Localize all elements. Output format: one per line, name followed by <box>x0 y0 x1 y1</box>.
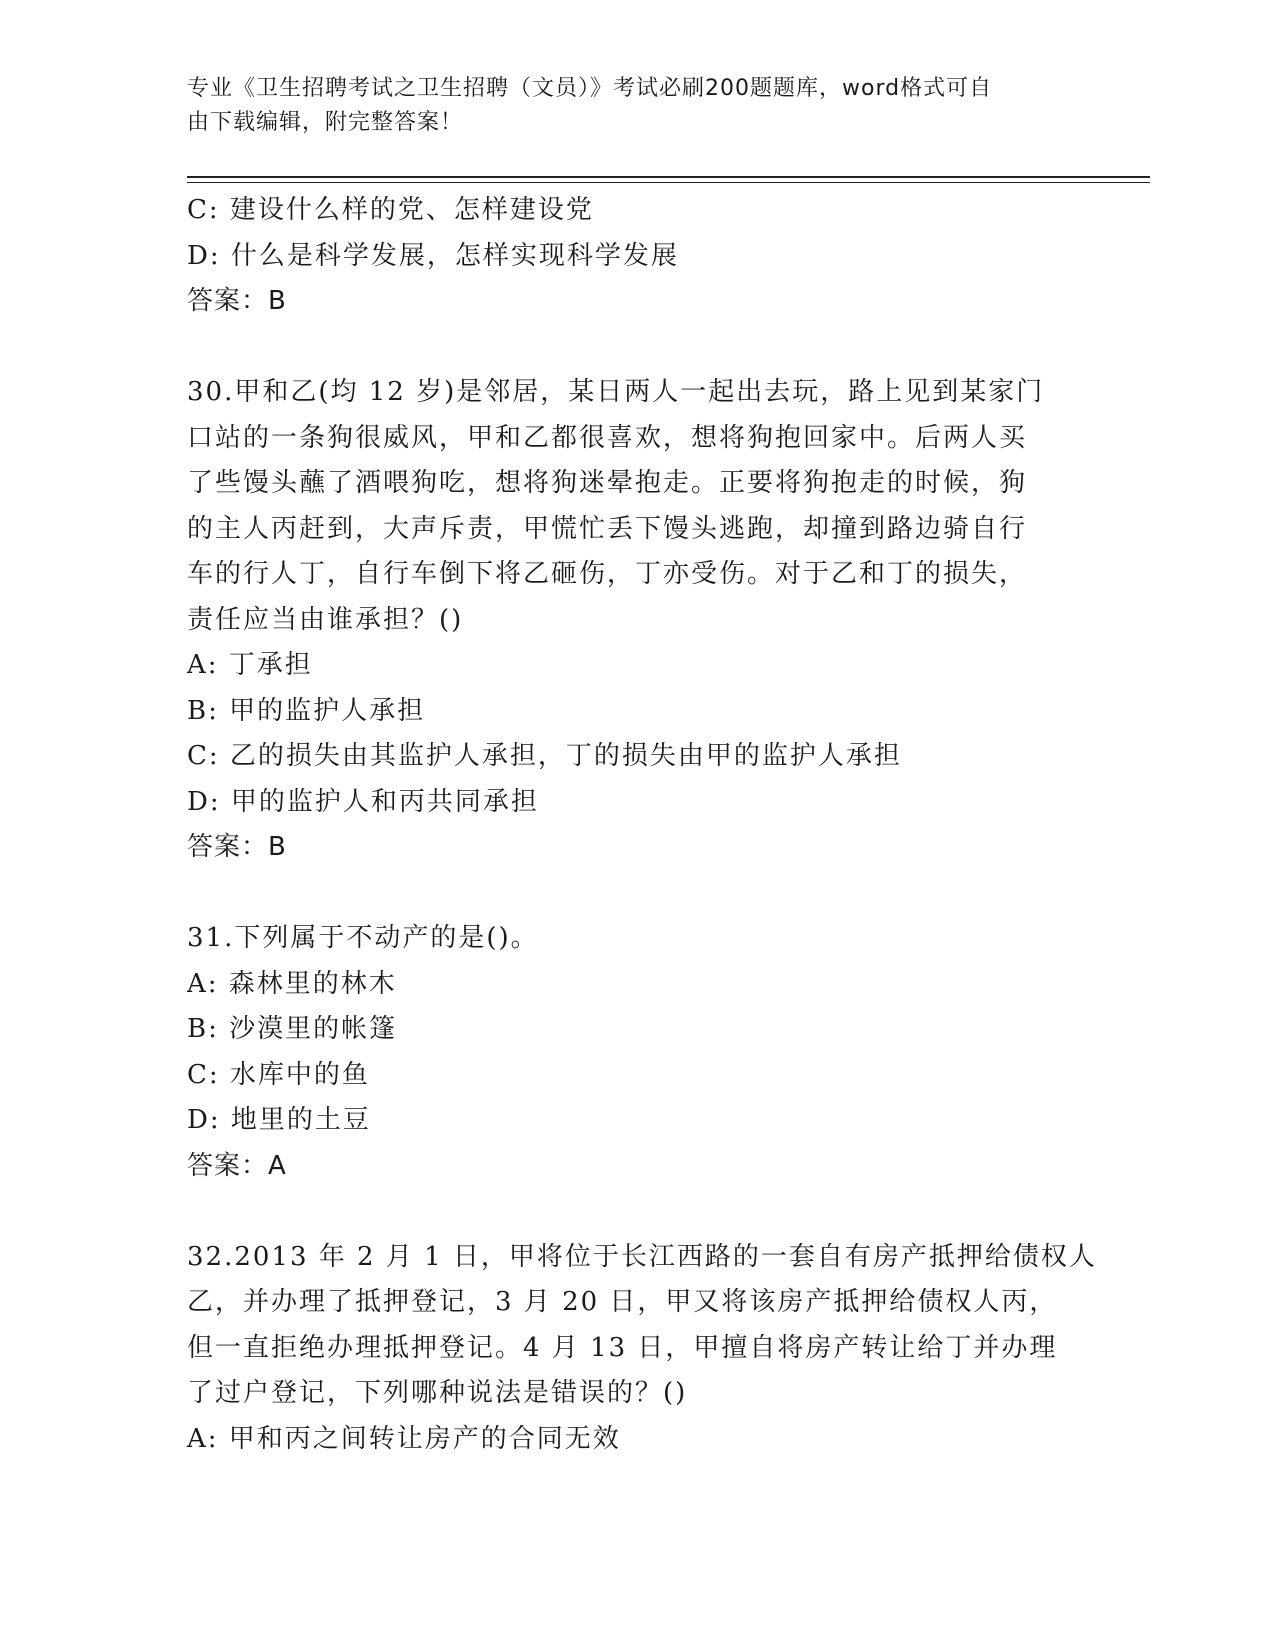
option-a: A: 森林里的林木 <box>187 968 397 999</box>
question-stem-line: 口站的一条狗很威风，甲和乙都很喜欢，想将狗抱回家中。后两人买 <box>187 422 1028 453</box>
option-a: A: 甲和丙之间转让房产的合同无效 <box>187 1423 621 1454</box>
question-stem-line: 30.甲和乙(均 12 岁)是邻居，某日两人一起出去玩，路上见到某家门 <box>187 377 1045 407</box>
answer: 答案：B <box>187 286 287 316</box>
header-rule-thin <box>187 182 1150 183</box>
question-32 <box>187 1235 1097 1463</box>
question-stem-line: 的主人丙赶到，大声斥责，甲慌忙丢下馒头逃跑，却撞到路边骑自行 <box>187 513 1028 544</box>
option-d: D: 地里的土豆 <box>187 1105 371 1135</box>
option-c: C: 建设什么样的党、怎样建设党 <box>187 195 594 225</box>
option-b: B: 沙漠里的帐篷 <box>187 1014 398 1044</box>
question-stem-line: 32.2013 年 2 月 1 日，甲将位于长江西路的一套自有房产抵押给债权人 <box>187 1241 1097 1272</box>
header-rule-thick <box>187 176 1150 178</box>
option-b: B: 甲的监护人承担 <box>187 695 426 726</box>
document-header <box>187 72 1067 140</box>
option-c: C: 水库中的鱼 <box>187 1059 370 1090</box>
option-d: D: 甲的监护人和丙共同承担 <box>187 786 539 817</box>
question-30 <box>187 370 1087 871</box>
question-stem-line: 了过户登记，下列哪种说法是错误的？() <box>187 1378 688 1408</box>
option-d: D: 什么是科学发展，怎样实现科学发展 <box>187 240 679 271</box>
question-31 <box>187 916 1087 1189</box>
question-stem-line: 责任应当由谁承担？() <box>187 604 464 635</box>
question-stem-line: 乙，并办理了抵押登记，3 月 20 日，甲又将该房产抵押给债权人丙， <box>187 1287 1058 1317</box>
answer: 答案：B <box>187 832 287 862</box>
option-c: C: 乙的损失由其监护人承担，丁的损失由甲的监护人承担 <box>187 741 902 771</box>
question-stem-line: 车的行人丁，自行车倒下将乙砸伤，丁亦受伤。对于乙和丁的损失， <box>187 559 1028 589</box>
question-stem-line: 31.下列属于不动产的是()。 <box>187 923 539 953</box>
header-line-2: 由下载编辑，附完整答案！ <box>187 110 464 135</box>
question-29 <box>187 188 1087 325</box>
header-line-1: 专业《卫生招聘考试之卫生招聘（文员）》考试必刷200题题库，word格式可自 <box>187 76 993 101</box>
question-list <box>187 188 1097 1462</box>
question-stem-line: 了些馒头蘸了酒喂狗吃，想将狗迷晕抱走。正要将狗抱走的时候，狗 <box>187 468 1028 498</box>
answer: 答案：A <box>187 1150 287 1181</box>
option-a: A: 丁承担 <box>187 650 313 680</box>
question-stem-line: 但一直拒绝办理抵押登记。4 月 13 日，甲擅自将房产转让给丁并办理 <box>187 1332 1058 1363</box>
